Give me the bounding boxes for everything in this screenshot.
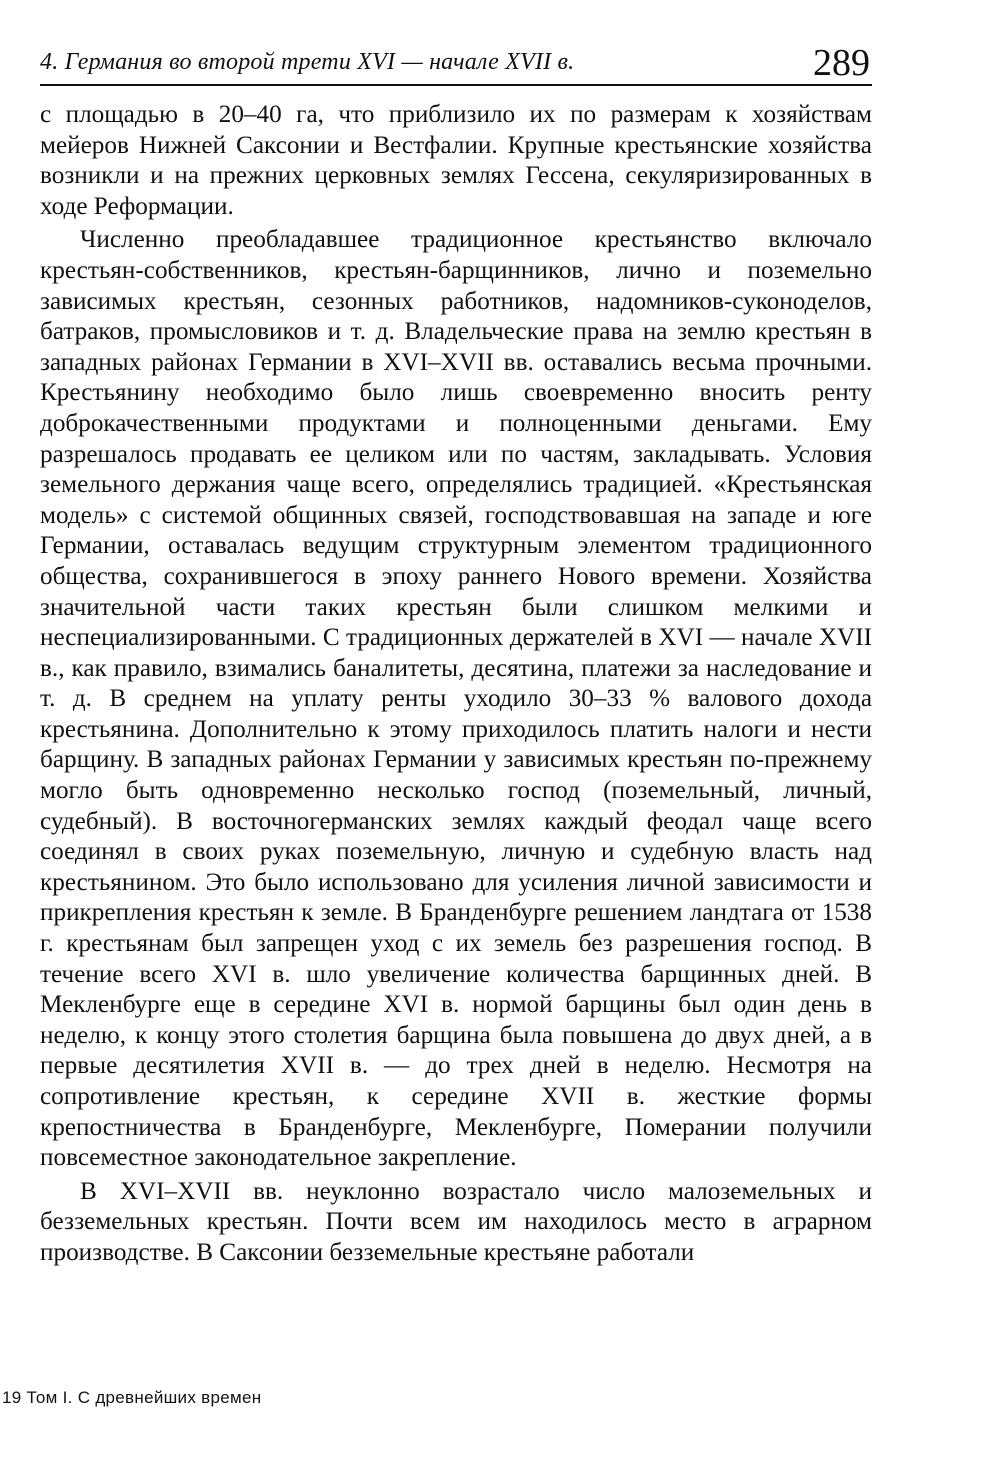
paragraph-2: Численно преобладавшее традиционное крестьянство включало крестьян-собственников, крестьян-барщинников, лично и поземельно зависимых крестьян, сезонных работников, надомников-суконоделов, батраков, промысловиков и т. д. Владельческие права на землю крестьян в западных районах Германии в XVI–XVII вв. оставались весьма прочными. Крестьянину необходимо было лишь своевременно вносить ренту доброкачественными продуктами и полноценными деньгами. Ему разрешалось продавать ее целиком или по частям, закладывать. Условия земельного держания чаще всего, определялись традицией. «Крестьянская модель» с системой общинных связей, господствовавшая на западе и юге Германии, оставалась ведущим структурным элементом традиционного общества, сохранившегося в эпоху раннего Нового времени. Хозяйства значительной части таких крестьян были слишком мелкими и неспециализированными. С традиционных держателей в XVI — начале XVII в., как правило, взимались баналитеты, десятина, платежи за наследование и т. д. В среднем на уплату ренты уходило 30–33 % валового дохода крестьянина. Дополнительно к этому приходилось платить налоги и нести барщину. В западных районах Германии у зависимых крестьян по-прежнему могло быть одновременно несколько господ (поземельный, личный, судебный). В восточногерманских землях каждый феодал чаще всего соединял в своих руках поземельную, личную и судебную власть над крестьянином. Это было использовано для усиления личной зависимости и прикрепления крестьян к земле. В Бранденбурге решением ландтага от 1538 г. крестьянам был запрещен уход с их земель без разрешения господ. В течение всего XVI в. шло увеличение количества барщинных дней. В Мекленбурге еще в середине XVI в. нормой барщины был один день в неделю, к концу этого столетия барщина была повышена до двух дней, а в первые десятилетия XVII в. — до трех дней в неделю. Несмотря на сопротивление крестьян, к середине XVII в. жесткие формы крепостничества в Бранденбурге, Мекленбурге, Померании получили повсеместное законодательное закрепление. <box>40 226 872 1172</box>
printer-signature: 19 Том I. С древнейших времен <box>2 1388 262 1407</box>
running-title: 4. Германия во второй трети XVI — начале XVII в. <box>40 49 575 75</box>
paragraph-1: с площадью в 20–40 га, что приблизило их по размерам к хозяйствам мейеров Нижней Саксонии и Вестфалии. Крупные крестьянские хозяйства возникли и на прежних церковных землях Гессена, секуляризированных в ходе Реформации. <box>40 101 872 220</box>
paragraph-3: В XVI–XVII вв. неуклонно возрастало число малоземельных и безземельных крестьян. Почти всем им находилось место в аграрном производстве. В Саксонии безземельные крестьяне работали <box>40 1177 872 1266</box>
page-number: 289 <box>813 42 870 84</box>
book-page <box>40 30 872 1450</box>
running-header <box>40 30 872 86</box>
body-text <box>40 100 872 1269</box>
